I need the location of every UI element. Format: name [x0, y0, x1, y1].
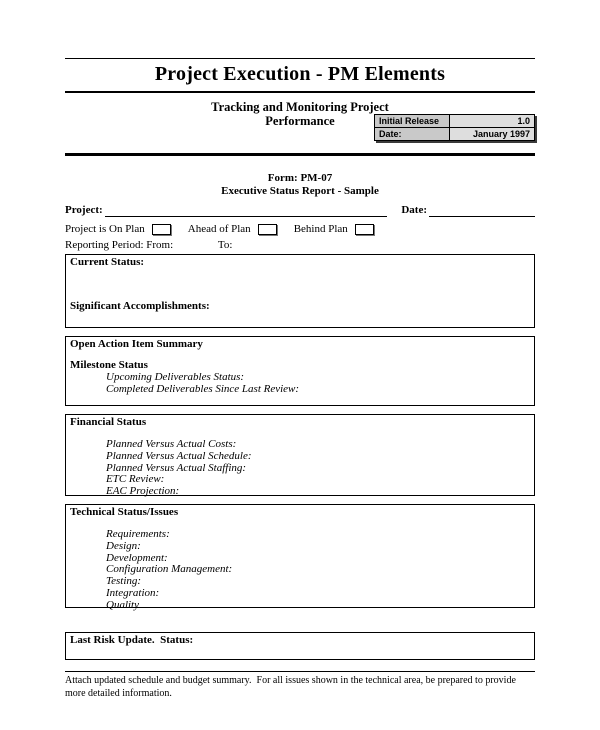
technical-items: [70, 529, 530, 611]
subtitle-line-2: Performance: [265, 114, 335, 129]
project-date-row: [65, 203, 535, 217]
technical-status-heading: Technical Status/Issues: [70, 506, 179, 519]
technical-status-section: [65, 504, 535, 611]
list-item: Configuration Management:: [106, 563, 233, 576]
reporting-to-label: To:: [217, 239, 233, 252]
financial-items: [70, 439, 530, 498]
list-item: Design:: [106, 539, 141, 552]
on-plan-label: Project is On Plan: [65, 223, 145, 236]
list-item: ETC Review:: [106, 473, 165, 486]
list-item: Requirements:: [106, 528, 170, 541]
on-plan-checkbox[interactable]: [152, 224, 171, 235]
list-item: Planned Versus Actual Schedule:: [106, 449, 252, 462]
version-row: [375, 115, 535, 128]
version-table: [374, 114, 535, 141]
version-date-row: [375, 128, 535, 141]
project-label: Project:: [65, 204, 103, 217]
section-divider-rule: [65, 153, 535, 156]
ahead-of-plan-checkbox[interactable]: [258, 224, 277, 235]
subtitle-line-1: Tracking and Monitoring Project: [211, 100, 389, 114]
list-item: Development:: [106, 551, 168, 564]
release-value: 1.0: [450, 115, 535, 128]
ahead-of-plan-label: Ahead of Plan: [187, 223, 251, 236]
milestone-items: [70, 372, 530, 396]
financial-status-heading: Financial Status: [70, 416, 147, 429]
release-date-label: Date:: [375, 128, 450, 141]
list-item: Completed Deliverables Since Last Review:: [106, 382, 300, 395]
list-item: Planned Versus Actual Staffing:: [106, 461, 247, 474]
plan-status-row: [65, 223, 535, 235]
date-input-line[interactable]: [429, 203, 535, 217]
list-item: Quality: [106, 598, 139, 611]
release-date-value: January 1997: [450, 128, 535, 141]
list-item: Testing:: [106, 575, 142, 588]
open-action-item-section: [65, 336, 535, 406]
reporting-period-row: [65, 239, 535, 251]
date-label: Date:: [401, 204, 427, 217]
release-label: Initial Release: [375, 115, 450, 128]
list-item: Integration:: [106, 586, 160, 599]
project-input-line[interactable]: [105, 203, 388, 217]
list-item: Upcoming Deliverables Status:: [106, 370, 245, 383]
behind-plan-checkbox[interactable]: [355, 224, 374, 235]
list-item: Planned Versus Actual Costs:: [106, 438, 237, 451]
risk-update-section: [65, 632, 535, 660]
form-title: Executive Status Report - Sample: [221, 185, 379, 198]
form-number: Form: PM-07: [267, 172, 333, 184]
list-item: EAC Projection:: [106, 485, 180, 498]
risk-update-heading: Last Risk Update. Status:: [70, 634, 194, 647]
subheader: [65, 93, 535, 153]
behind-plan-label: Behind Plan: [293, 223, 348, 236]
reporting-from-label: Reporting Period: From:: [65, 239, 174, 252]
milestone-status-heading: Milestone Status: [70, 359, 148, 372]
footer-note: Attach updated schedule and budget summary. For all issues shown in the technical area, be prepared to provide more detailed information.: [65, 671, 535, 700]
page-title: Project Execution - PM Elements: [154, 63, 446, 85]
current-status-section: [65, 254, 535, 328]
financial-status-section: [65, 414, 535, 496]
current-status-heading: Current Status:: [70, 256, 145, 269]
significant-accomplishments-heading: Significant Accomplishments:: [70, 300, 210, 313]
open-action-heading: Open Action Item Summary: [70, 338, 203, 351]
